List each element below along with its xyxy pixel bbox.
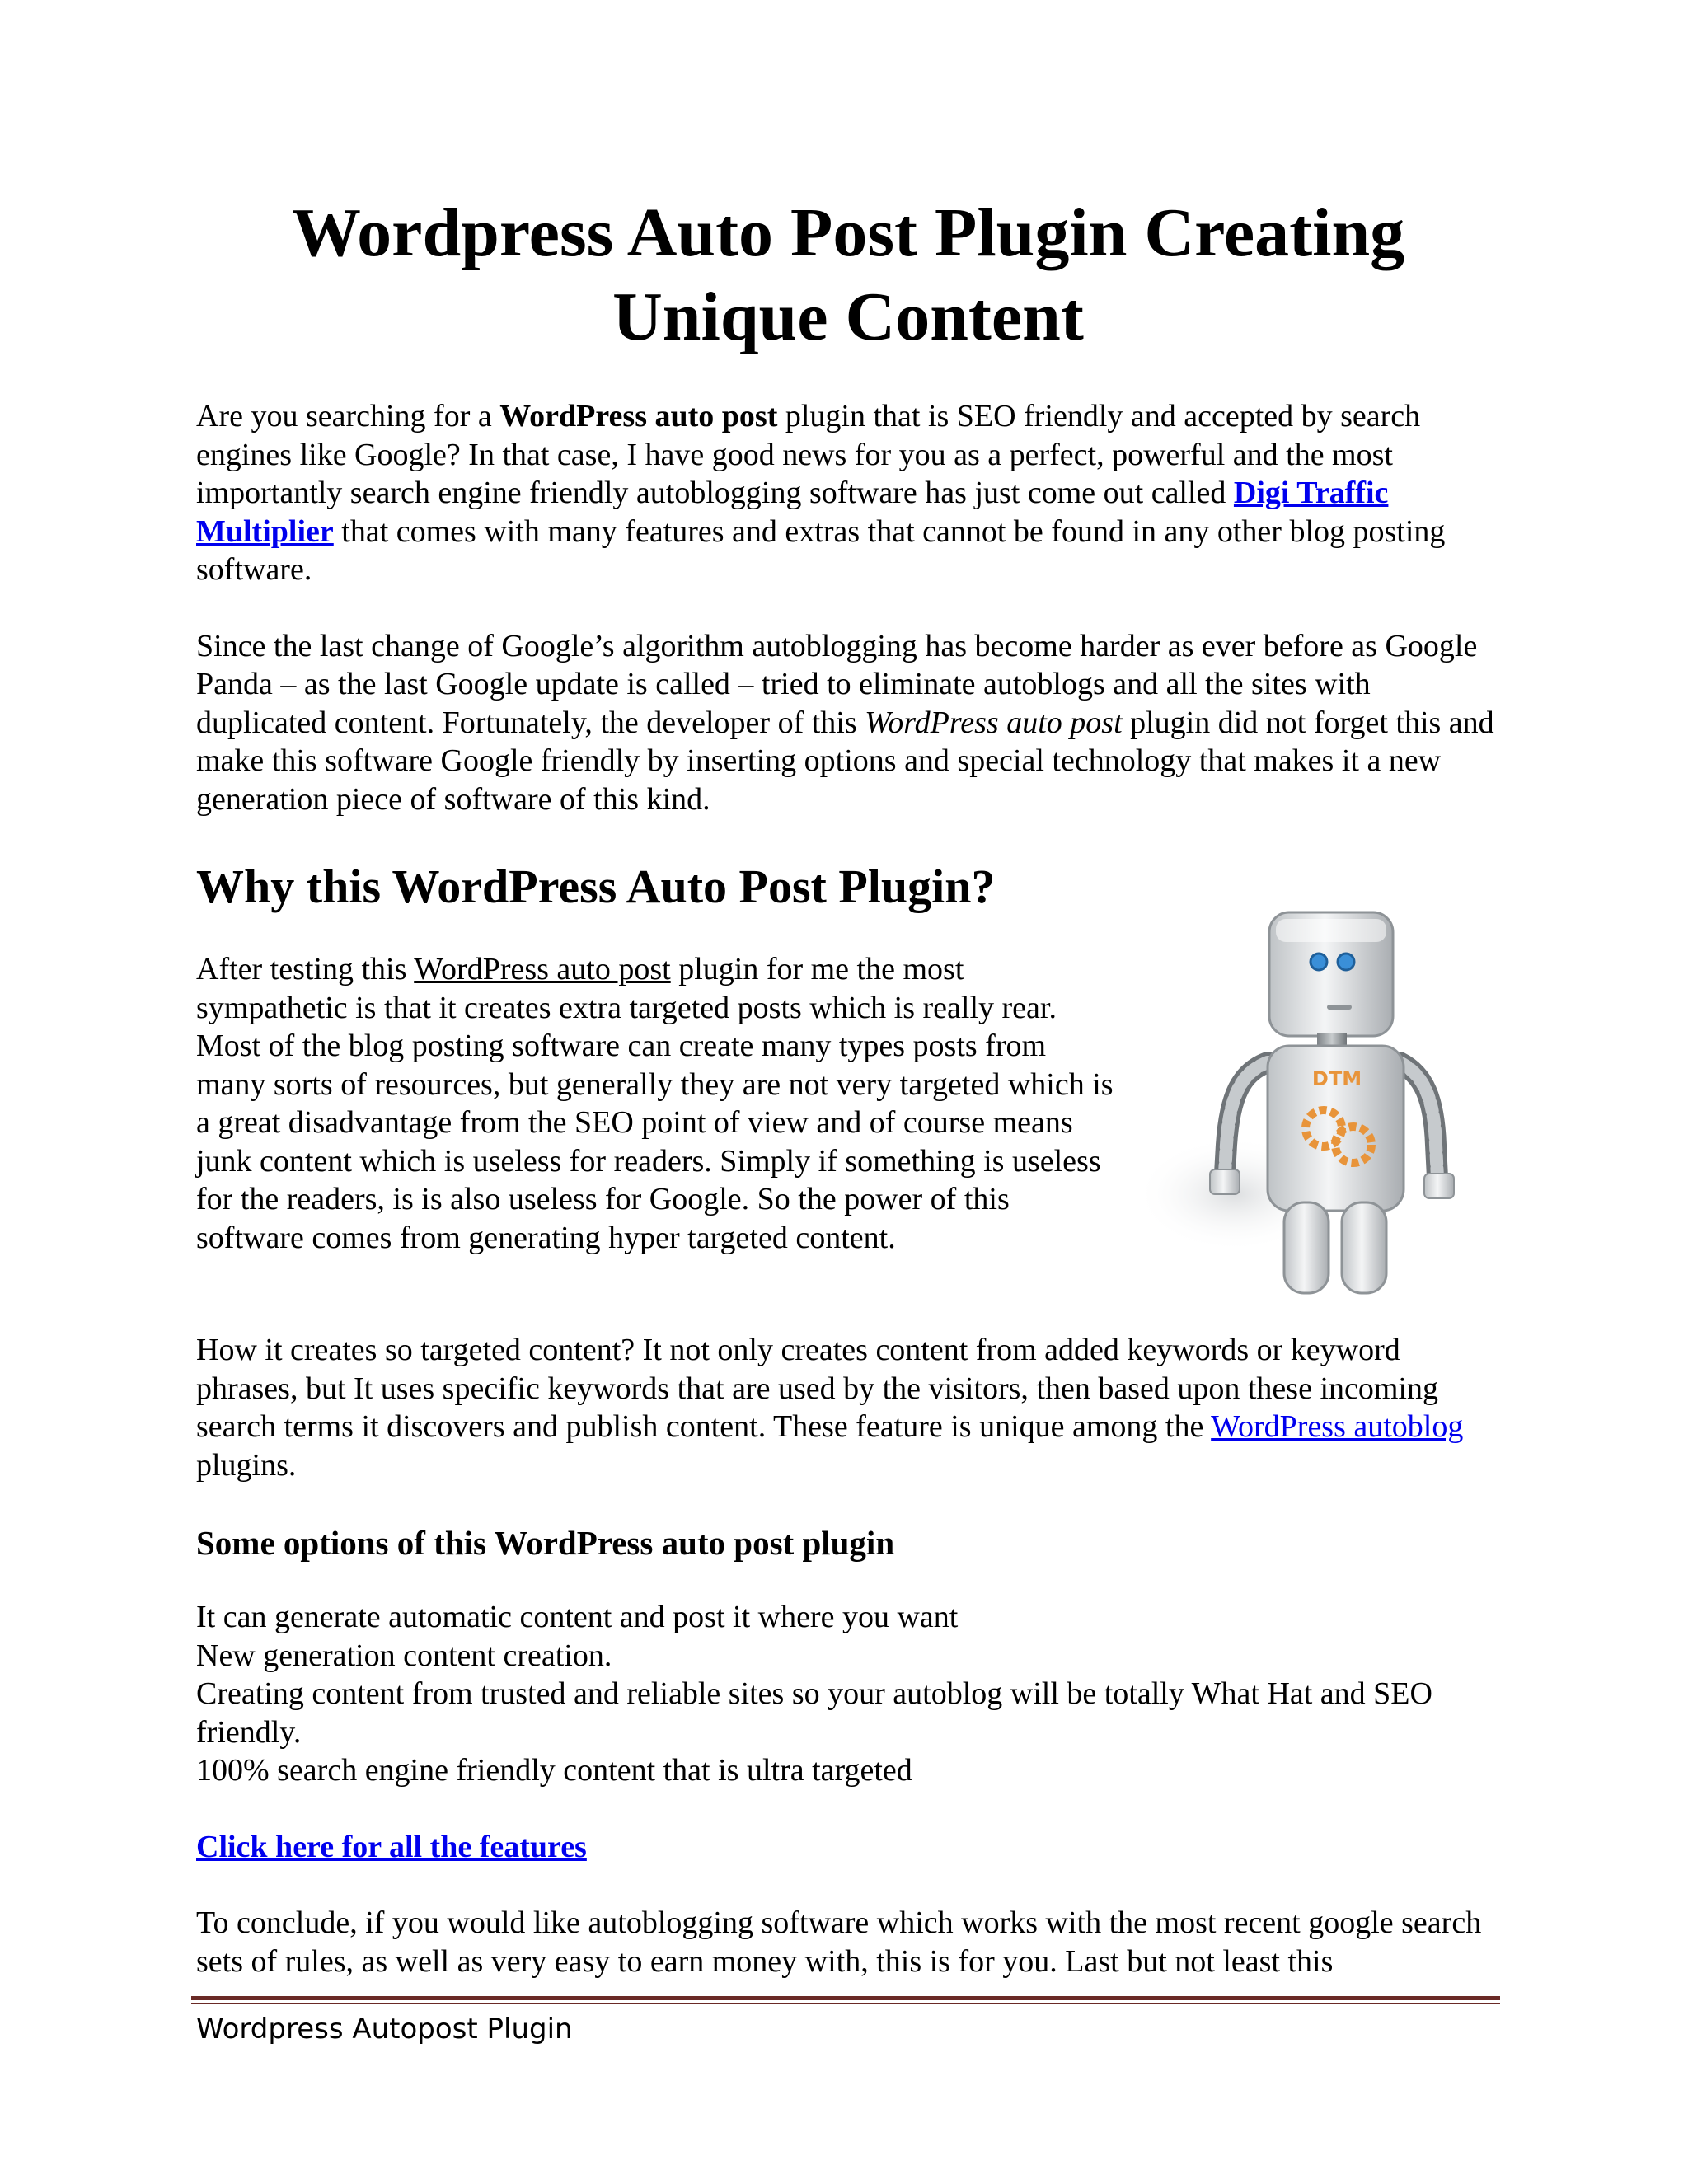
intro-text-2: plugin that is SEO friendly and accepted by search engines like Google? In that case, I have good news for you as a perfect, powerful and the most importantly search engine friendly autoblogging software has just come out called	[196, 399, 1421, 510]
intro-paragraph	[196, 397, 1500, 589]
footer-text: Wordpress Autopost Plugin	[196, 2013, 573, 2046]
intro-bold-keyword: WordPress auto post	[499, 399, 778, 434]
panda-text-2: plugin did not forget this and make this software Google friendly by inserting options and special technology that makes it a new generation piece of software of this kind.	[196, 705, 1494, 817]
robot-left-eye-icon	[1311, 954, 1327, 970]
features-link[interactable]: Click here for all the features	[196, 1829, 587, 1864]
how-text-1: How it creates so targeted content? It not only creates content from added keywords or keyword phrases, but It uses specific keywords that are used by the visitors, then based upon these incoming search terms it discovers and publish content. These feature is unique among the	[196, 1333, 1438, 1444]
features-link-paragraph	[196, 1828, 1500, 1867]
panda-text-1: Since the last change of Google’s algorithm autoblogging has become harder as ever before as Google Panda – as the last Google update is called – tried to eliminate autoblogs and all the sites with duplicated content. Fortunately, the developer of this	[196, 628, 1478, 740]
footer-rule-thin	[191, 2003, 1500, 2004]
robot-right-eye-icon	[1338, 954, 1354, 970]
testing-underlined-keyword: WordPress auto post	[414, 952, 671, 987]
intro-text-3: that comes with many features and extras that cannot be found in any other blog posting software.	[196, 513, 1446, 587]
how-text-2: plugins.	[196, 1447, 297, 1483]
testing-text-2: plugin for me the most sympathetic is that it creates extra targeted posts which is really rear. Most of the blog posting software can create many types posts from many sorts of resources, but generally they are not very targeted which is a great disadvantage from the SEO point of view and of course means junk content which is useless for readers. Simply if something is useless for the readers, is is also useless for Google. So the power of this software comes from generating hyper targeted content.	[196, 952, 1114, 1255]
option-item: 100% search engine friendly content that is ultra targeted	[196, 1753, 912, 1788]
heading-why: Why this WordPress Auto Post Plugin?	[196, 860, 996, 913]
page-title: Wordpress Auto Post Plugin Creating Unique Content	[291, 194, 1405, 355]
robot-body	[1268, 1046, 1404, 1211]
option-item: Creating content from trusted and reliable sites so your autoblog will be totally What Hat and SEO friendly.	[196, 1676, 1432, 1750]
digi-traffic-multiplier-link[interactable]: Digi Traffic Multiplier	[196, 476, 1389, 549]
footer-rule	[191, 1996, 1500, 2004]
testing-paragraph	[196, 950, 1119, 1257]
testing-text-1: After testing this	[196, 952, 415, 987]
how-paragraph	[196, 1331, 1500, 1484]
robot-label: DTM	[1311, 1067, 1362, 1090]
wordpress-autoblog-link[interactable]: WordPress autoblog	[1211, 1409, 1464, 1444]
testing-section	[196, 950, 1500, 1293]
robot-mascot-image	[1144, 898, 1490, 1310]
robot-legs	[1284, 1202, 1386, 1293]
intro-text-1: Are you searching for a	[196, 399, 500, 434]
panda-italic-keyword: WordPress auto post	[865, 705, 1123, 740]
heading-options: Some options of this WordPress auto post plugin	[196, 1524, 895, 1562]
conclude-paragraph: To conclude, if you would like autoblogging software which works with the most recent google search sets of rules, as well as very easy to earn money with, this is for you. Last but not least this	[196, 1905, 1482, 1979]
panda-paragraph	[196, 627, 1500, 819]
robot-head	[1269, 912, 1393, 1036]
option-item: It can generate automatic content and post it where you want	[196, 1600, 959, 1634]
document-body	[196, 191, 1500, 1980]
options-list	[196, 1598, 1500, 1790]
option-item: New generation content creation.	[196, 1638, 612, 1673]
robot-right-arm	[1400, 1062, 1454, 1198]
